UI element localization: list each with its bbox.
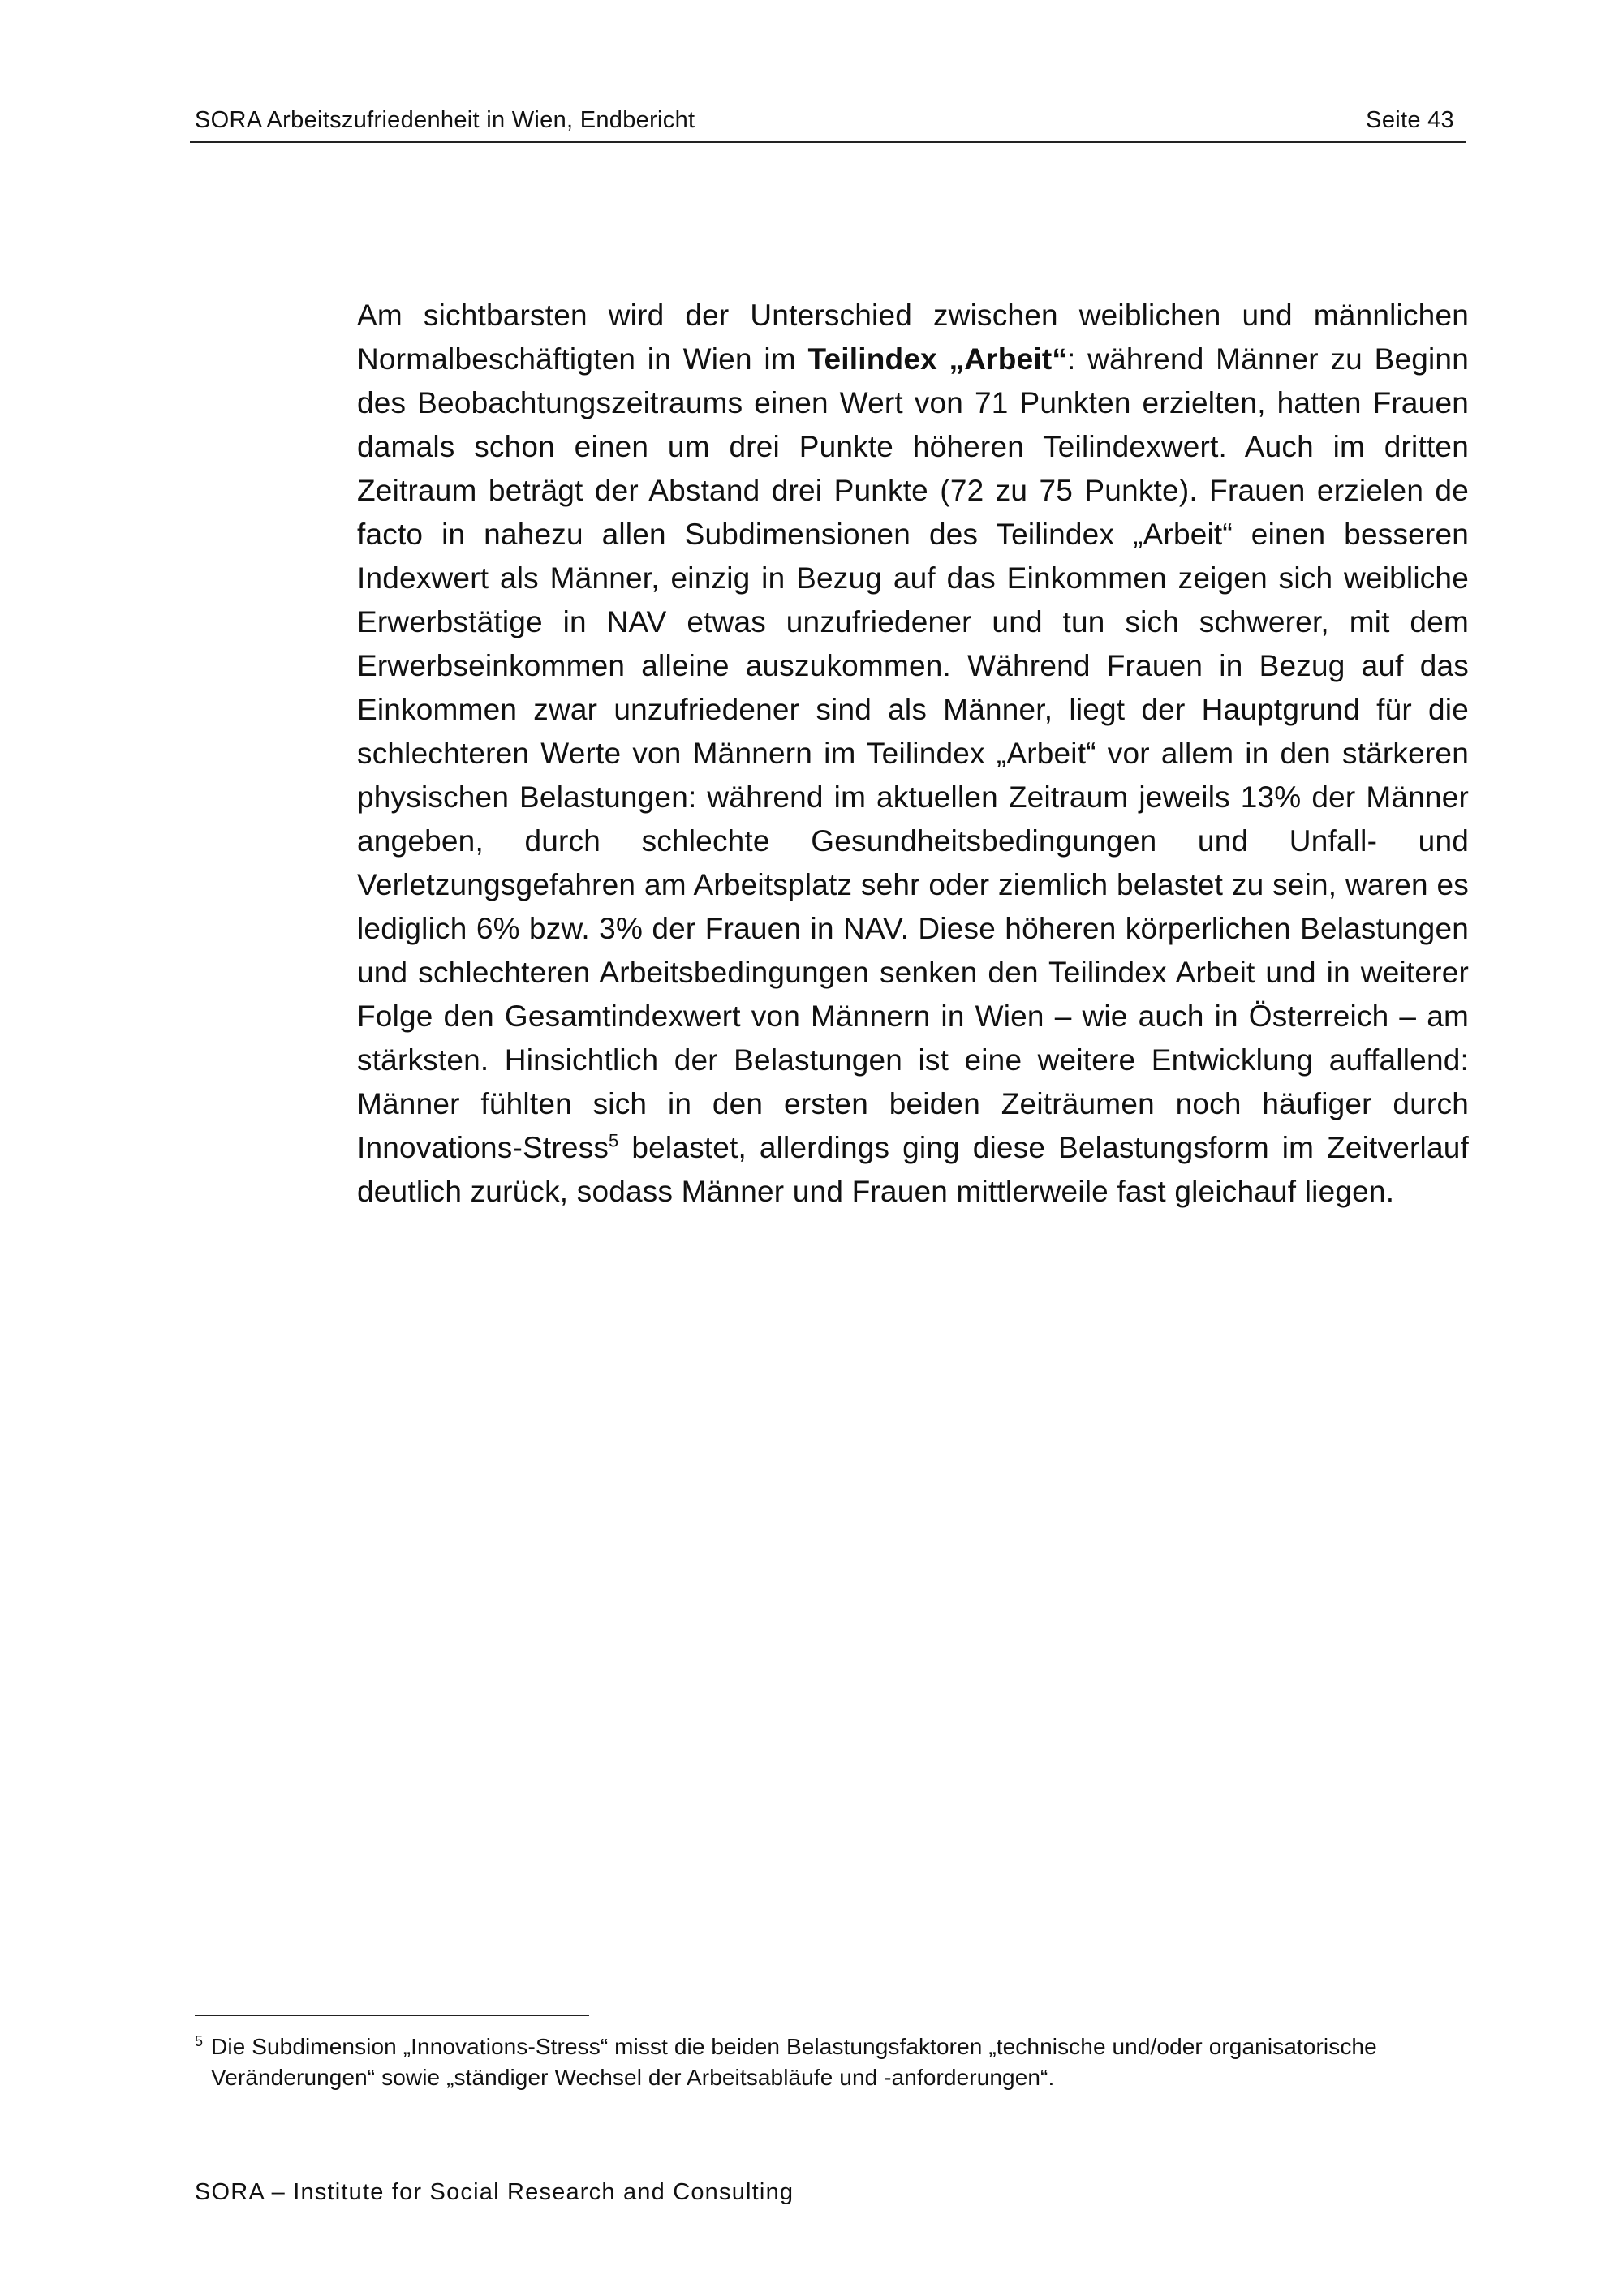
footnote-reference[interactable]: 5 bbox=[609, 1130, 619, 1151]
bold-term: Teilindex „Arbeit“ bbox=[807, 342, 1068, 376]
footnote-line-1: Die Subdimension „Innovations-Stress“ misst die beiden Belastungsfaktoren „technische und/oder organisatorische bbox=[211, 2034, 1377, 2059]
page-number: Seite 43 bbox=[1366, 107, 1454, 133]
footnote: 5 Die Subdimension „Innovations-Stress“ misst die beiden Belastungsfaktoren „technische und/oder organisatorische Veränderungen“ sowie „ständiger Wechsel der Arbeitsabläufe und -anforderungen“. bbox=[195, 2032, 1469, 2093]
paragraph-text-start: Am sichtbarsten wird der Unterschied zwischen weiblichen und männlichen Normalbeschäftigten in Wien im bbox=[357, 299, 1469, 376]
page-footer: SORA – Institute for Social Research and Consulting bbox=[195, 2179, 794, 2205]
body-paragraph bbox=[357, 294, 1469, 1214]
footnote-separator bbox=[195, 2015, 589, 2016]
paragraph-text-end: belastet, allerdings ging diese Belastungsform im Zeitverlauf deutlich zurück, sodass Männer und Frauen mittlerweile fast gleichauf liegen. bbox=[357, 1131, 1469, 1208]
footnote-line-2: Veränderungen“ sowie „ständiger Wechsel der Arbeitsabläufe und -anforderungen“. bbox=[211, 2065, 1055, 2090]
document-title: SORA Arbeitszufriedenheit in Wien, Endbericht bbox=[195, 107, 695, 133]
page-header bbox=[190, 101, 1466, 143]
paragraph-text-middle: : während Männer zu Beginn des Beobachtungszeitraums einen Wert von 71 Punkten erzielten, hatten Frauen damals schon einen um drei Punkte höheren Teilindexwert. Auch im dritten Zeitraum beträgt der Abstand drei Punkte (72 zu 75 Punkte). Frauen erzielen de facto in nahezu allen Subdimensionen des Teilindex „Arbeit“ einen besseren Indexwert als Männer, einzig in Bezug auf das Einkommen zeigen sich weibliche Erwerbstätige in NAV etwas unzufriedener und tun sich schwerer, mit dem Erwerbseinkommen alleine auszukommen. Während Frauen in Bezug auf das Einkommen zwar unzufriedener sind als Männer, liegt der Hauptgrund für die schlechteren Werte von Männern im Teilindex „Arbeit“ vor allem in den stärkeren physischen Belastungen: während im aktuellen Zeitraum jeweils 13% der Männer angeben, durch schlechte Gesundheitsbedingungen und Unfall- und Verletzungsgefahren am Arbeitsplatz sehr oder ziemlich belastet zu sein, waren es lediglich 6% bzw. 3% der Frauen in NAV. Diese höheren körperlichen Belastungen und schlechteren Arbeitsbedingungen senken den Teilindex Arbeit und in weiterer Folge den Gesamtindexwert von Männern in Wien – wie auch in Österreich – am stärksten. Hinsichtlich der Belastungen ist eine weitere Entwicklung auffallend: Männer fühlten sich in den ersten beiden Zeiträumen noch häufiger durch Innovations-Stress bbox=[357, 342, 1469, 1164]
